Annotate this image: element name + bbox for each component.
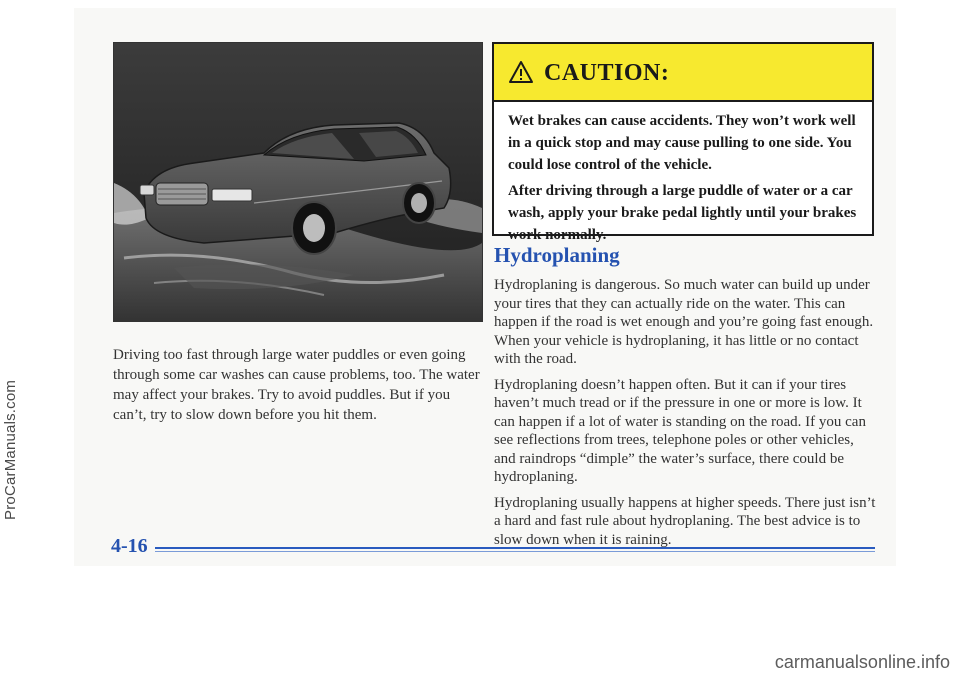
car-in-water-photo [113,42,483,322]
caution-paragraph: After driving through a large puddle of water or a car wash, apply your brake pedal lightly until your brakes work normally. [508,183,857,243]
page-number: 4-16 [111,535,148,557]
caution-header [494,44,872,102]
hydroplaning-text [494,276,876,556]
puddle-paragraph: Driving too fast through large water puddles or even going through some car washes can cause problems, too. The water may affect your brakes. Try to avoid puddles. But if you can’t, try to slow down before you hit them. [113,347,480,423]
side-watermark: ProCarManuals.com [2,379,19,520]
body-paragraph: Hydroplaning usually happens at higher speeds. There just isn’t a hard and fast rule about hydroplaning. The best advice is to slow down when it is raining. [494,494,876,548]
caution-title: CAUTION: [544,59,670,86]
bottom-watermark: carmanualsonline.info [774,652,950,672]
caution-body [494,102,872,246]
warning-triangle-icon [508,60,534,84]
footer-rule-thin [155,551,875,552]
footer-rule [155,547,875,549]
caution-box [492,42,874,243]
body-paragraph: Hydroplaning doesn’t happen often. But it can if your tires haven’t much tread or if the pressure in one or more is low. It can happen if a lot of water is standing on the road. If you can see reflections from trees, telephone poles or other vehicles, and raindrops “dimple” the water’s surface, there could be hydroplaning. [494,376,866,485]
puddle-warning-text [113,345,483,432]
body-paragraph: Hydroplaning is dangerous. So much water can build up under your tires that they can actually ride on the water. This can happen if the road is wet enough and you’re going fast enough. When your vehicle is hydroplaning, it has little or no contact with the road. [494,277,874,367]
section-title: Hydroplaning [494,243,620,267]
caution-paragraph: Wet brakes can cause accidents. They won’t work well in a quick stop and may cause pulling to one side. You could lose control of the vehicle. [508,113,856,173]
car-photo-illustration [114,43,482,321]
